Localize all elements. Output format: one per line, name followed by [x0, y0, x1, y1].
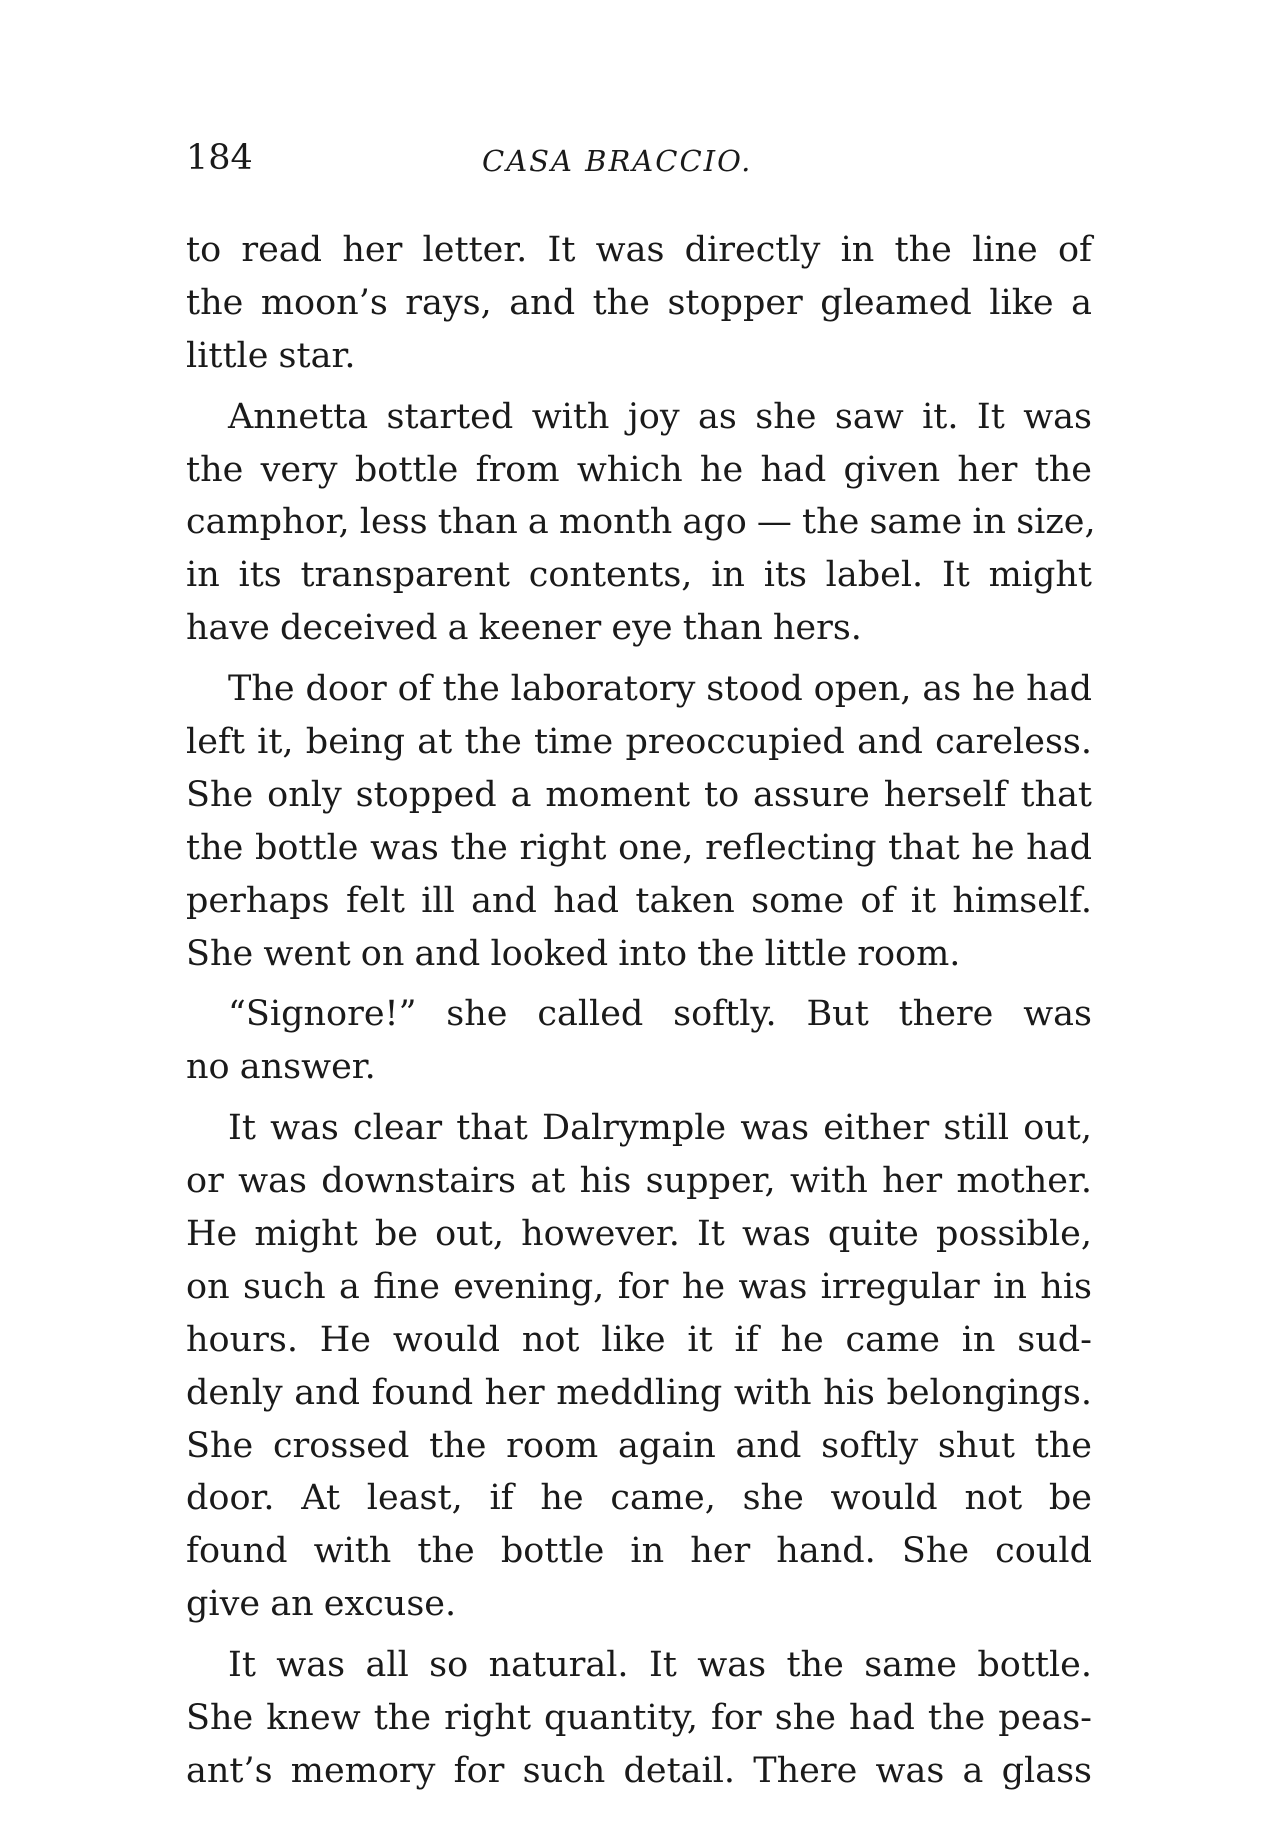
text-line: give an excuse.	[186, 1584, 457, 1625]
paragraph	[186, 1102, 1092, 1631]
text-line: door. At least, if he came, she would not be	[186, 1478, 1092, 1519]
paragraph	[186, 391, 1096, 655]
text-line: have deceived a keener eye than hers.	[186, 608, 862, 649]
text-line: “Signore!” she called softly. But there was	[228, 994, 1092, 1035]
page-number: 184	[186, 138, 253, 178]
paragraph	[186, 1639, 1092, 1798]
text-line: She crossed the room again and softly shut the	[186, 1425, 1092, 1466]
text-line: It was all so natural. It was the same bottle.	[228, 1645, 1092, 1686]
text-line: Annetta started with joy as she saw it. It was	[228, 396, 1092, 437]
text-line: She only stopped a moment to assure herself that	[186, 774, 1092, 815]
text-line: or was downstairs at his supper, with her mother.	[186, 1161, 1092, 1202]
text-line: She knew the right quantity, for she had the peas-	[186, 1698, 1092, 1739]
text-line: in its transparent contents, in its label. It might	[186, 555, 1092, 596]
text-line: It was clear that Dalrymple was either still out,	[228, 1108, 1092, 1149]
text-line: the very bottle from which he had given her the	[186, 449, 1092, 490]
text-line: He might be out, however. It was quite possible,	[186, 1214, 1092, 1255]
text-line: hours. He would not like it if he came in sud-	[186, 1319, 1092, 1360]
text-line: denly and found her meddling with his belongings.	[186, 1372, 1092, 1413]
text-line: The door of the laboratory stood open, as he had	[228, 669, 1092, 710]
text-line: left it, being at the time preoccupied and careless.	[186, 722, 1092, 763]
text-line: ant’s memory for such detail. There was a glass	[186, 1750, 1092, 1791]
text-line: camphor, less than a month ago — the same in size,	[186, 502, 1096, 543]
text-line: little star.	[186, 335, 356, 376]
text-line: no answer.	[186, 1047, 376, 1088]
running-title: CASA BRACCIO.	[482, 144, 753, 178]
paragraph	[186, 663, 1092, 980]
body-text	[186, 224, 1096, 1798]
paragraph	[186, 988, 1092, 1094]
paragraph	[186, 224, 1092, 383]
page-header	[186, 138, 1092, 188]
text-line: She went on and looked into the little room.	[186, 933, 961, 974]
text-line: on such a fine evening, for he was irregular in his	[186, 1266, 1092, 1307]
text-line: the moon’s rays, and the stopper gleamed like a	[186, 282, 1092, 323]
text-line: the bottle was the right one, reflecting that he had	[186, 827, 1092, 868]
text-line: perhaps felt ill and had taken some of it himself.	[186, 880, 1092, 921]
text-line: found with the bottle in her hand. She could	[186, 1531, 1092, 1572]
text-line: to read her letter. It was directly in the line of	[186, 230, 1092, 270]
